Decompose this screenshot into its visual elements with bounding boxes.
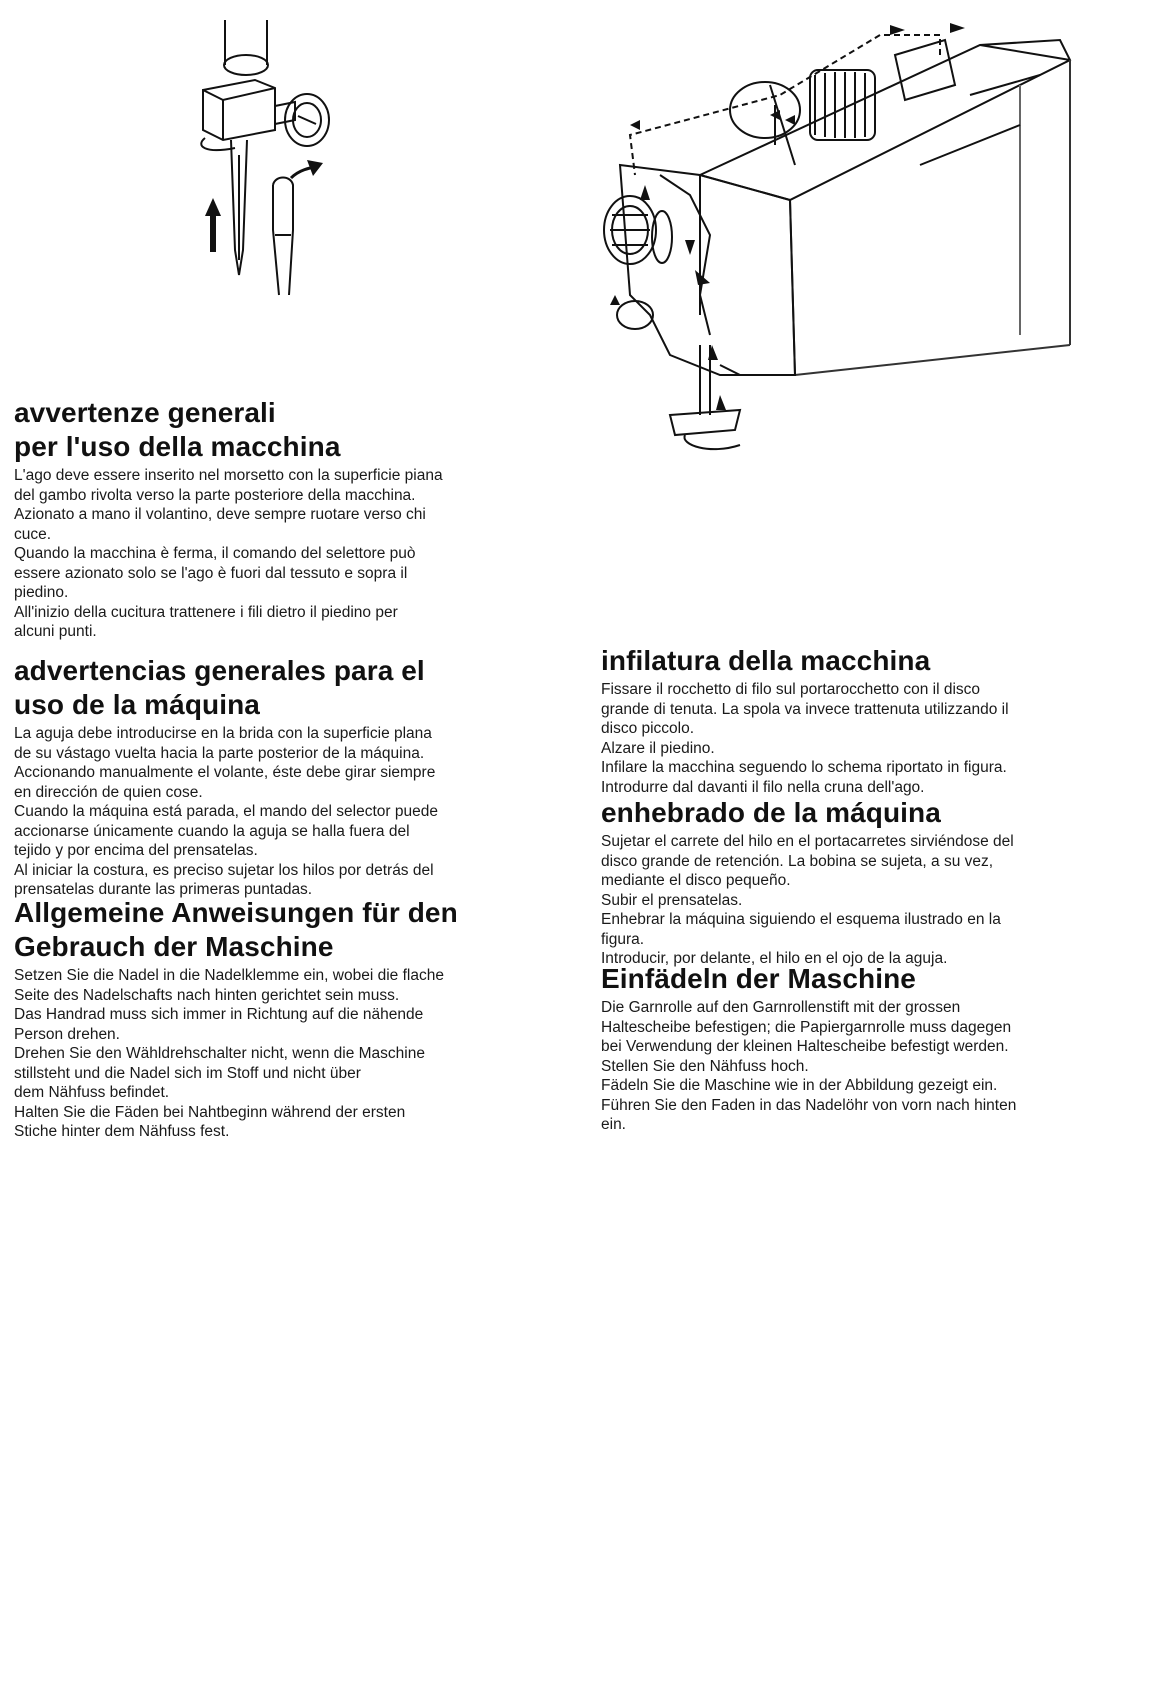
paragraph: La aguja debe introducirse en la brida con la superficie plana bbox=[14, 725, 432, 742]
paragraph: essere azionato solo se l'ago è fuori dal tessuto e sopra il bbox=[14, 564, 408, 582]
paragraph: Introdurre dal davanti il filo nella cruna dell'ago. bbox=[601, 778, 925, 796]
paragraph: stillsteht und die Nadel sich im Stoff und nicht über bbox=[14, 1064, 361, 1082]
section-title: avvertenze generali per l'uso della macchina bbox=[14, 397, 341, 462]
paragraph: Person drehen. bbox=[14, 1025, 120, 1043]
paragraph: mediante el disco pequeño. bbox=[601, 872, 791, 889]
paragraph: Stellen Sie den Nähfuss hoch. bbox=[601, 1057, 809, 1075]
paragraph: del gambo rivolta verso la parte posteriore della macchina. bbox=[14, 486, 416, 504]
paragraph: Cuando la máquina está parada, el mando del selector puede bbox=[14, 803, 438, 820]
machine-threading-illustration bbox=[600, 15, 1150, 465]
paragraph: figura. bbox=[601, 930, 645, 948]
paragraph: Subir el prensatelas. bbox=[601, 891, 743, 909]
section-body bbox=[14, 466, 554, 642]
paragraph: Fissare il rocchetto di filo sul portarocchetto con il disco bbox=[601, 681, 981, 698]
paragraph: disco grande de retención. La bobina se sujeta, a su vez, bbox=[601, 852, 994, 870]
paragraph: Alzare il piedino. bbox=[601, 739, 715, 757]
paragraph: prensatelas durante las primeras puntadas. bbox=[14, 881, 313, 898]
paragraph: Setzen Sie die Nadel in die Nadelklemme ein, wobei die flache bbox=[14, 967, 444, 984]
paragraph: en dirección de quien cose. bbox=[14, 783, 203, 801]
paragraph: Das Handrad muss sich immer in Richtung auf die nähende bbox=[14, 1006, 424, 1023]
paragraph: accionarse únicamente cuando la aguja se halla fuera del bbox=[14, 822, 410, 840]
paragraph: disco piccolo. bbox=[601, 720, 695, 737]
paragraph: Quando la macchina è ferma, il comando del selettore può bbox=[14, 545, 416, 562]
section-body bbox=[14, 724, 554, 900]
section-title: Einfädeln der Maschine bbox=[601, 963, 916, 994]
section-body bbox=[14, 966, 554, 1142]
paragraph: Accionando manualmente el volante, éste debe girar siempre bbox=[14, 764, 436, 781]
section-it-general bbox=[14, 396, 554, 642]
paragraph: Sujetar el carrete del hilo en el portacarretes sirviéndose del bbox=[601, 833, 1014, 850]
paragraph: All'inizio della cucitura trattenere i fili dietro il piedino per bbox=[14, 603, 398, 621]
paragraph: Azionato a mano il volantino, deve sempre ruotare verso chi bbox=[14, 506, 426, 523]
section-de-threading bbox=[601, 962, 1141, 1135]
paragraph: Al iniciar la costura, es preciso sujetar los hilos por detrás del bbox=[14, 861, 434, 879]
paragraph: Stiche hinter dem Nähfuss fest. bbox=[14, 1123, 230, 1140]
paragraph: dem Nähfuss befindet. bbox=[14, 1084, 170, 1101]
section-title: advertencias generales para el uso de la máquina bbox=[14, 655, 425, 720]
section-body bbox=[601, 832, 1141, 969]
paragraph: ein. bbox=[601, 1116, 626, 1133]
paragraph: L'ago deve essere inserito nel morsetto con la superficie piana bbox=[14, 467, 443, 484]
paragraph: de su vástago vuelta hacia la parte posterior de la máquina. bbox=[14, 744, 425, 762]
paragraph: Haltescheibe befestigen; die Papiergarnrolle muss dagegen bbox=[601, 1018, 1012, 1036]
paragraph: Seite des Nadelschafts nach hinten gerichtet sein muss. bbox=[14, 986, 400, 1004]
section-de-general bbox=[14, 896, 554, 1142]
paragraph: Introducir, por delante, el hilo en el ojo de la aguja. bbox=[601, 950, 948, 967]
paragraph: Fädeln Sie die Maschine wie in der Abbildung gezeigt ein. bbox=[601, 1077, 998, 1094]
paragraph: Führen Sie den Faden in das Nadelöhr von vorn nach hinten bbox=[601, 1096, 1017, 1114]
paragraph: Infilare la macchina seguendo lo schema riportato in figura. bbox=[601, 759, 1007, 776]
section-it-threading bbox=[601, 644, 1141, 797]
paragraph: bei Verwendung der kleinen Haltescheibe befestigt werden. bbox=[601, 1038, 1009, 1055]
section-es-threading bbox=[601, 796, 1141, 969]
section-title: enhebrado de la máquina bbox=[601, 797, 941, 828]
section-body bbox=[601, 680, 1141, 797]
paragraph: cuce. bbox=[14, 525, 52, 543]
paragraph: alcuni punti. bbox=[14, 623, 97, 640]
paragraph: piedino. bbox=[14, 584, 69, 601]
section-es-general bbox=[14, 654, 554, 900]
needle-insertion-illustration bbox=[195, 20, 370, 310]
paragraph: Die Garnrolle auf den Garnrollenstift mit der grossen bbox=[601, 999, 961, 1016]
section-title: infilatura della macchina bbox=[601, 645, 931, 676]
paragraph: Drehen Sie den Wähldrehschalter nicht, wenn die Maschine bbox=[14, 1045, 425, 1062]
paragraph: Halten Sie die Fäden bei Nahtbeginn während der ersten bbox=[14, 1103, 406, 1121]
paragraph: grande di tenuta. La spola va invece trattenuta utilizzando il bbox=[601, 700, 1009, 718]
section-body bbox=[601, 998, 1141, 1135]
paragraph: tejido y por encima del prensatelas. bbox=[14, 842, 258, 859]
paragraph: Enhebrar la máquina siguiendo el esquema ilustrado en la bbox=[601, 911, 1001, 928]
section-title: Allgemeine Anweisungen für den Gebrauch der Maschine bbox=[14, 897, 458, 962]
